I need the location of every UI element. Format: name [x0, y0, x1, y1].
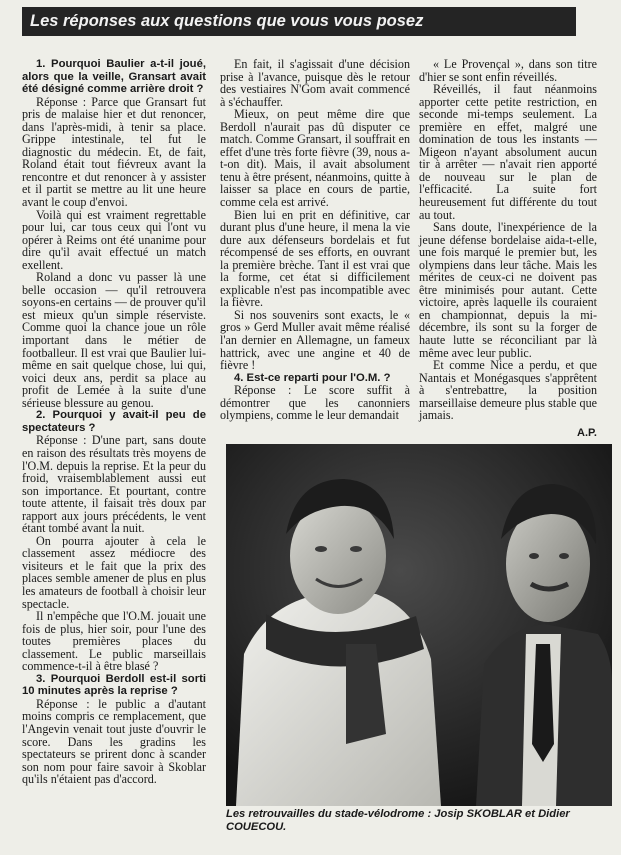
author-signature: A.P. [577, 426, 597, 439]
question-heading: 3. Pourquoi Berdoll est-il sorti 10 minutes après la reprise ? [22, 672, 206, 698]
question-heading: 4. Est-ce reparti pour l'O.M. ? [234, 371, 391, 384]
article-paragraph: Réveillés, il faut néanmoins apporter cette petite restriction, en seconde mi-temps seulement. La première en effet, malgré une domination de tous les instants — Migeon n'ayant absolument aucun tir à arrêter — n'avait rien apporté de nouveau sur le plan de l'efficacité. La suite fort heureusement fut différente du tout au tout. [419, 82, 597, 222]
article-paragraph: Roland a donc vu passer là une belle occasion — qu'il retrouvera soyons-en certains — de prouver qu'il est mieux qu'un simple réserviste. Comme quoi la chance joue un rôle important dans le métier de footballeur. Il est vrai que Baulier lui-même en sait quelque chose, lui qui, voici deux ans, perdit sa place au profit de Lemée à la suite d'une sérieuse blessure au genou. [22, 270, 206, 410]
article-paragraph: Réponse : le public a d'autant moins compris ce remplacement, que l'Angevin venait tout juste d'ouvrir le score. Dans les gradins les spectateurs se prirent donc à scander son nom pour faire savoir à Skoblar qu'ils n'étaient pas d'accord. [22, 696, 206, 787]
photo-skoblar-couecou [226, 444, 612, 806]
article-paragraph: Si nos souvenirs sont exacts, le « gros » Gerd Muller avait même réalisé l'an dernier en Allemagne, un fameux hattrick, avec une angine et 40 de fièvre ! [220, 307, 410, 373]
article-paragraph: Il n'empêche que l'O.M. jouait une fois de plus, hier soir, pour l'une des toutes premières places du classement. Le public marseillais commence-t-il à être blasé ? [22, 609, 206, 674]
article-paragraph: Voilà qui est vraiment regrettable pour lui, car tous ceux qui l'ont vu opérer à Reims ont été unanime pour dire qu'il avait effectué un match exellent. [22, 207, 206, 272]
article-paragraph: Bien lui en prit en définitive, car durant plus d'une heure, il mena la vie dure aux défenseurs bordelais et fut récompensé de ses efforts, en ouvrant la première brèche. Tant il est vrai que la forme, cet état si difficilement explicable n'est pas incompatible avec la fièvre. [220, 207, 410, 310]
question-heading: 1. Pourquoi Baulier a-t-il joué, alors que la veille, Gransart avait été désigné comme arrière droit ? [22, 58, 206, 96]
article-paragraph: Mieux, on peut même dire que Berdoll n'aurait pas dû disputer ce match. Comme Gransart, il souffrait en effet d'une très forte fièvre (39, nous a-t-on dit). Mais, il avait absolument tenu à être présent, néanmoins, quitte à laisser sa place en cours de partie, comme cela est arrivé. [220, 107, 410, 210]
article-paragraph: Et comme Nice a perdu, et que Nantais et Monégasques s'apprêtent à s'entrebattre, la position marseillaise demeure plus stable que jamais. [419, 358, 597, 423]
article-paragraph: Réponse : Parce que Gransart fut pris de malaise hier et dut renoncer, dans l'après-midi, à tenir sa place. Grippe intestinale, tel fut le diagnostic du médecin. Et, de fait, Roland était tout fiévreux avant la rencontre et dut renoncer à y assister et il partit se mettre au lit une heure avant le coup d'envoi. [22, 94, 206, 210]
question-heading: 2. Pourquoi y avait-il peu de spectateurs ? [22, 409, 206, 434]
article-paragraph: « Le Provençal », dans son titre d'hier se sont enfin réveillés. [419, 57, 597, 84]
column-1 [22, 58, 206, 786]
column-2 [220, 58, 410, 422]
photo-caption: Les retrouvailles du stade-vélodrome : Josip SKOBLAR et Didier COUECOU. [226, 808, 570, 833]
section-header: Les réponses aux questions que vous vous posez [22, 7, 576, 36]
article-paragraph: En fait, il s'agissait d'une décision prise à l'avance, puisque dès le retour des vestiaires N'Gom avait commencé à s'échauffer. [220, 57, 410, 109]
article-paragraph: Réponse : D'une part, sans doute en raison des résultats très moyens de l'O.M. depuis la reprise. Et la peur du froid, vraisemblablement aussi eut son importance. Et pourtant, contre toute attente, il faisait très doux par rapport aux jours précédents, le vent étant tombé avant la nuit. [22, 433, 206, 536]
article-paragraph: Réponse : Le score suffit à démontrer que les canonniers olympiens, comme le leur demandait [220, 383, 410, 423]
article-paragraph: Sans doute, l'inexpérience de la jeune défense bordelaise aida-t-elle, une fois marqué le premier but, les olympiens dans leur tâche. Mais les mérites de ceux-ci ne doivent pas être minimisés pour autant. Cette victoire, après laquelle ils couraient en championnat, depuis la mi-décembre, ils sont su la forger de haute lutte se réconciliant par là même avec leur public. [419, 220, 597, 360]
article-paragraph: On pourra ajouter à cela le classement assez médiocre des visiteurs et le fait que la prix des places semble amener de plus en plus les amateurs de football à choisir leur spectacle. [22, 533, 206, 611]
column-3-body [419, 58, 597, 422]
photo-illustration [226, 444, 612, 806]
column-3 [419, 58, 597, 439]
